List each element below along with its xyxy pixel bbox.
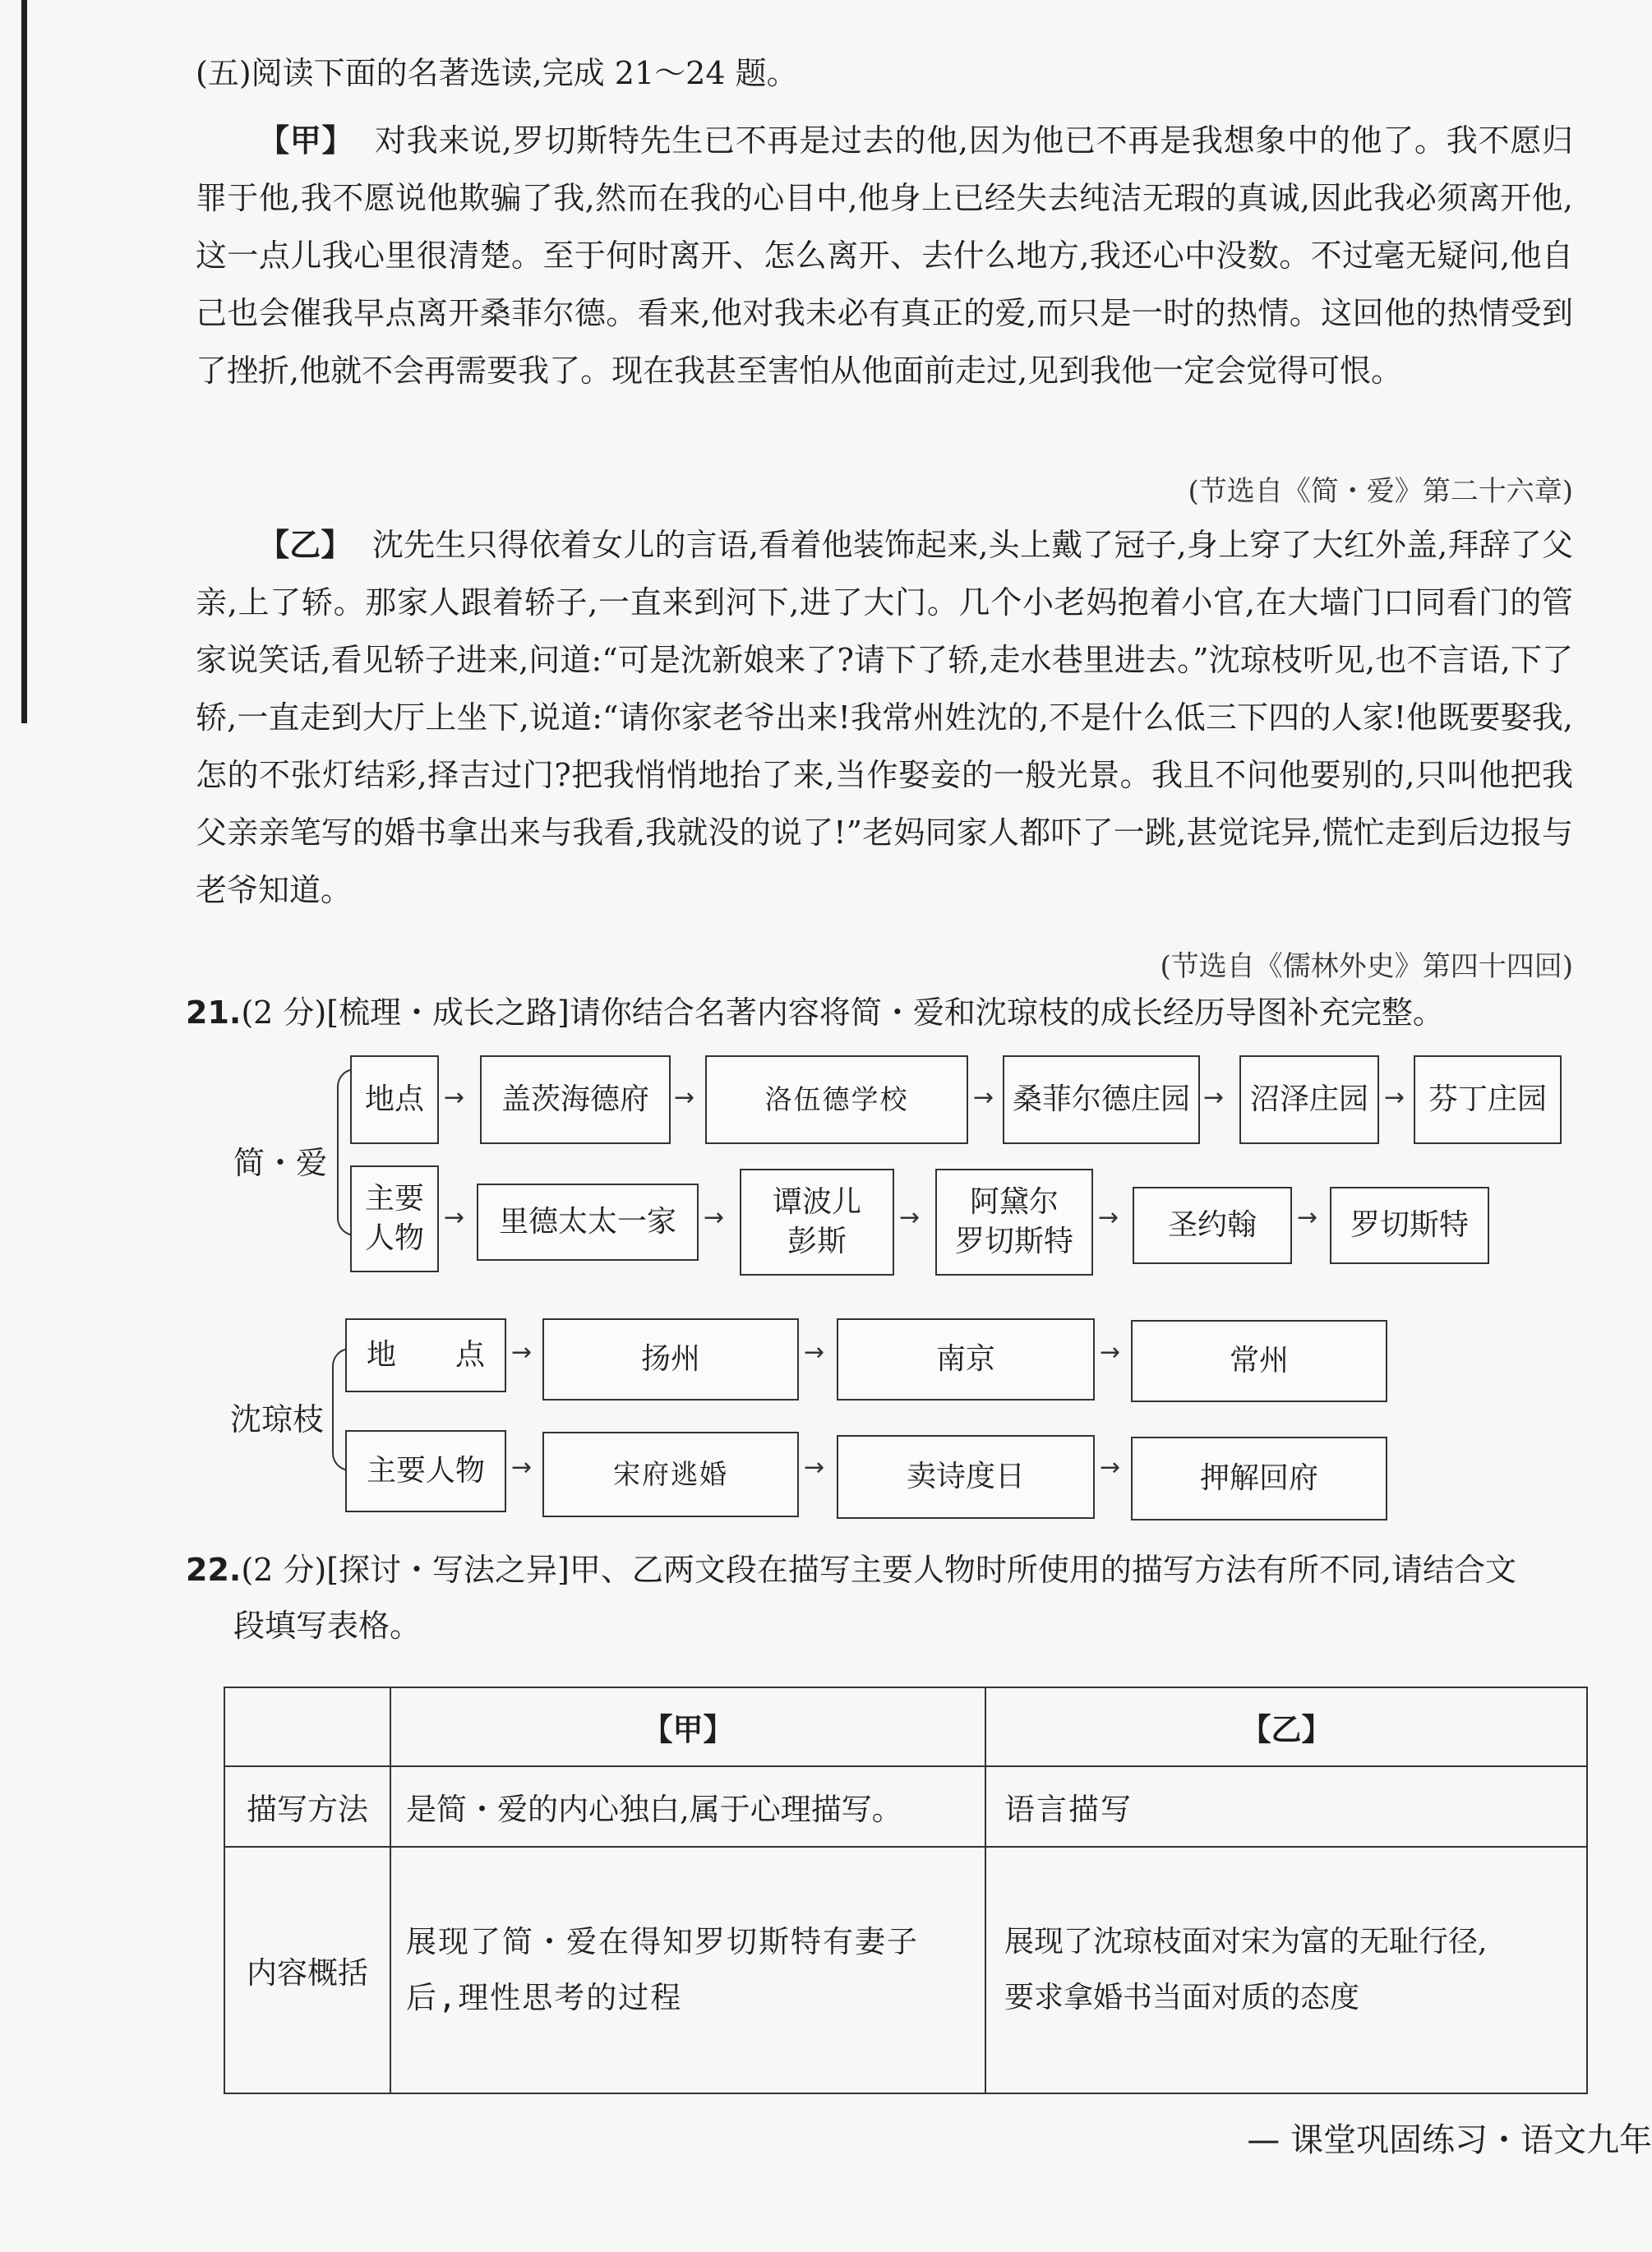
section-heading: (五)阅读下面的名著选读,完成 21～24 题。 bbox=[196, 55, 798, 91]
question-22-continued: 段填写表格。 bbox=[233, 1608, 422, 1644]
arrow-icon: → bbox=[1098, 1203, 1119, 1232]
arrow-icon: → bbox=[1100, 1453, 1121, 1482]
jane-people-head-1: 主要 bbox=[364, 1182, 424, 1216]
question-22-text: (2 分)[探讨・写法之异]甲、乙两文段在描写主要人物时所使用的描写方法有所不同,请结合文 bbox=[241, 1552, 1516, 1588]
table-head-b: 【乙】 bbox=[985, 1687, 1587, 1766]
table-head-a: 【甲】 bbox=[390, 1687, 985, 1766]
passage-a bbox=[196, 112, 1573, 399]
passage-b-text: 沈先生只得依着女儿的言语,看着他装饰起来,头上戴了冠子,身上穿了大红外盖,拜辞了父亲,上了轿。那家人跟着轿子,一直来到河下,进了大门。几个小老妈抱着小官,在大墙门口同看门的管家说笑话,看见轿子进来,问道:“可是沈新娘来了?请下了轿,走水巷里进去。”沈琼枝听见,也不言语,下了轿,一直走到大厅上坐下,说道:“请你家老爷出来!我常州姓沈的,不是什么低三下四的人家!他既要娶我,怎的不张灯结彩,择吉过门?把我悄悄地抬了来,当作娶妾的一般光景。我且不问他要别的,只叫他把我父亲亲笔写的婚书拿出来与我看,我就没的说了!”老妈同家人都吓了一跳,甚觉诧异,慌忙走到后边报与老爷知道。 bbox=[196, 527, 1573, 908]
jane-person-2-line2: 彭斯 bbox=[787, 1225, 847, 1258]
jane-person-4: 圣约翰 bbox=[1133, 1187, 1292, 1264]
shen-place-head: 地 点 bbox=[345, 1318, 506, 1392]
question-21-text: (2 分)[梳理・成长之路]请你结合名著内容将简・爱和沈琼枝的成长经历导图补充完整。 bbox=[241, 994, 1444, 1031]
jane-people-head-2: 人物 bbox=[364, 1221, 424, 1255]
arrow-icon: → bbox=[674, 1083, 695, 1112]
shen-event-head: 主要人物 bbox=[345, 1430, 506, 1512]
arrow-icon: → bbox=[511, 1338, 533, 1367]
question-22-number: 22. bbox=[186, 1552, 242, 1588]
jane-label: 简・爱 bbox=[233, 1145, 328, 1181]
jane-people-head bbox=[350, 1165, 439, 1272]
jane-person-3 bbox=[935, 1169, 1093, 1276]
shen-event-2: 卖诗度日 bbox=[837, 1435, 1095, 1519]
jane-place-3: 桑菲尔德庄园 bbox=[1003, 1055, 1200, 1144]
arrow-icon: → bbox=[899, 1203, 921, 1232]
table-row2-a-line1: 展现了简・爱在得知罗切斯特有妻子 bbox=[406, 1924, 919, 1959]
jane-person-1: 里德太太一家 bbox=[477, 1184, 699, 1261]
arrow-icon: → bbox=[1297, 1203, 1318, 1232]
jane-person-3-line2: 罗切斯特 bbox=[954, 1225, 1073, 1258]
arrow-icon: → bbox=[1100, 1338, 1121, 1367]
table-row2-b-line1: 展现了沈琼枝面对宋为富的无耻行径, bbox=[1004, 1925, 1488, 1959]
question-21 bbox=[186, 985, 1575, 1041]
shen-event-3: 押解回府 bbox=[1131, 1437, 1387, 1521]
jane-place-2-answer: 洛伍德学校 bbox=[705, 1055, 968, 1144]
shen-label: 沈琼枝 bbox=[230, 1401, 325, 1437]
arrow-icon: → bbox=[1203, 1083, 1225, 1112]
table-row2-b-line2: 要求拿婚书当面对质的态度 bbox=[1004, 1981, 1360, 2014]
table-row2-a-line2: 后,理性思考的过程 bbox=[406, 1980, 683, 2015]
passage-b bbox=[196, 516, 1573, 919]
table-row1-b-answer: 语言描写 bbox=[985, 1766, 1587, 1847]
jane-place-head: 地点 bbox=[350, 1055, 439, 1144]
passage-a-text: 对我来说,罗切斯特先生已不再是过去的他,因为他已不再是我想象中的他了。我不愿归罪于他,我不愿说他欺骗了我,然而在我的心目中,他身上已经失去纯洁无瑕的真诚,因此我必须离开他,这一点儿我心里很清楚。至于何时离开、怎么离开、去什么地方,我还心中没数。不过毫无疑问,他自己也会催我早点离开桑菲尔德。看来,他对我未必有真正的爱,而只是一时的热情。这回他的热情受到了挫折,他就不会再需要我了。现在我甚至害怕从他面前走过,见到我他一定会觉得可恨。 bbox=[196, 122, 1573, 389]
jane-person-5: 罗切斯特 bbox=[1330, 1187, 1489, 1264]
arrow-icon: → bbox=[704, 1203, 725, 1232]
table-row1-head: 描写方法 bbox=[224, 1766, 390, 1847]
scan-edge bbox=[21, 0, 27, 723]
shen-place-1: 扬州 bbox=[542, 1318, 799, 1401]
shen-event-1-answer: 宋府逃婚 bbox=[542, 1432, 799, 1517]
table-row1-a: 是简・爱的内心独白,属于心理描写。 bbox=[390, 1766, 985, 1847]
arrow-icon: → bbox=[973, 1083, 994, 1112]
passage-a-source: (节选自《简・爱》第二十六章) bbox=[1188, 475, 1573, 508]
question-22 bbox=[186, 1542, 1575, 1598]
table-row2-a-answer bbox=[390, 1847, 985, 2093]
jane-person-2-line1: 谭波儿 bbox=[772, 1185, 861, 1219]
question-21-number: 21. bbox=[186, 994, 242, 1031]
arrow-icon: → bbox=[804, 1338, 825, 1367]
table-row2-head: 内容概括 bbox=[224, 1847, 390, 2093]
jane-place-5: 芬丁庄园 bbox=[1414, 1055, 1562, 1144]
passage-b-source: (节选自《儒林外史》第四十四回) bbox=[1160, 950, 1573, 983]
arrow-icon: → bbox=[444, 1203, 465, 1232]
arrow-icon: → bbox=[1384, 1083, 1405, 1112]
arrow-icon: → bbox=[511, 1453, 533, 1482]
jane-place-1: 盖茨海德府 bbox=[480, 1055, 671, 1144]
jane-person-2 bbox=[740, 1169, 894, 1276]
table-corner bbox=[224, 1687, 390, 1766]
passage-a-tag: 【甲】 bbox=[258, 122, 354, 159]
answer-table bbox=[224, 1687, 1588, 2094]
jane-place-4: 沼泽庄园 bbox=[1239, 1055, 1379, 1144]
shen-place-3: 常州 bbox=[1131, 1320, 1387, 1402]
jane-person-3-line1: 阿黛尔 bbox=[969, 1185, 1059, 1219]
page-footer: — 课堂巩固练习・语文九年 bbox=[1247, 2121, 1652, 2159]
arrow-icon: → bbox=[804, 1453, 825, 1482]
shen-place-2: 南京 bbox=[837, 1318, 1095, 1401]
table-row2-b bbox=[985, 1847, 1587, 2093]
arrow-icon: → bbox=[444, 1083, 465, 1112]
passage-b-tag: 【乙】 bbox=[258, 527, 353, 563]
